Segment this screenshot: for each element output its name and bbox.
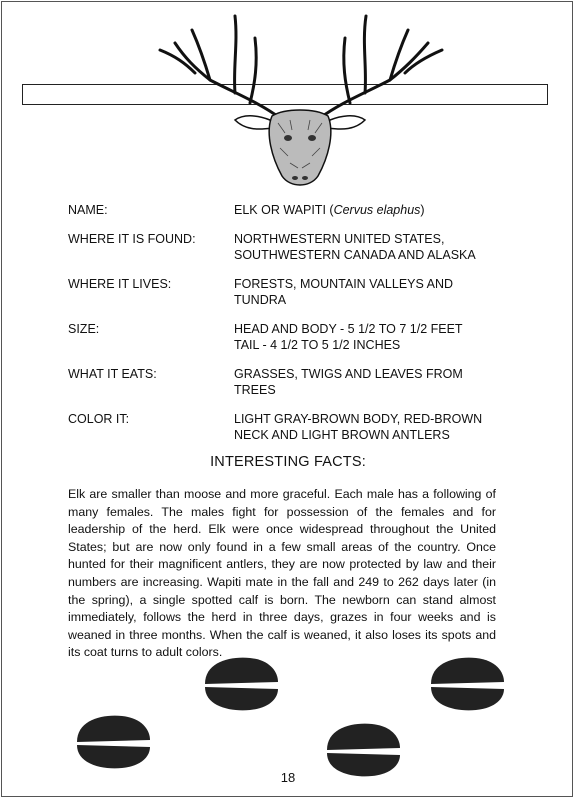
- elk-head-icon: [150, 8, 450, 198]
- facts-paragraph: Elk are smaller than moose and more graceful. Each male has a following of many females. The males fight for possession of the females and for leadership of the herd. Elk were once widespread throughout the United States; but are now only found in a few small areas of the country. Once hunted for their magnificent antlers, they are now protected by law and their numbers are increasing. Wapiti mate in the fall and 249 to 262 days later (in the spring), a single spotted calf is born. The newborn can stand almost immediately, follows the herd in three days, grazes in four weeks and is weaned in three months. When the calf is weaned, it also loses its spots and its coat turns to adult colors.: [68, 487, 496, 660]
- fact-row-eats: [68, 366, 528, 399]
- fact-value: GRASSES, TWIGS AND LEAVES FROM TREES: [234, 366, 463, 397]
- fact-value: NORTHWESTERN UNITED STATES, SOUTHWESTERN CANADA AND ALASKA: [234, 231, 476, 262]
- hoof-print-icon: [72, 712, 152, 772]
- section-heading: INTERESTING FACTS:: [210, 454, 366, 470]
- fact-row-lives: [68, 276, 528, 309]
- fact-row-found: [68, 231, 528, 264]
- page-number: 18: [280, 770, 296, 785]
- scientific-name: Cervus elaphus: [333, 203, 421, 217]
- fact-row-color: [68, 411, 528, 444]
- fact-row-size: [68, 321, 528, 354]
- fact-value: FORESTS, MOUNTAIN VALLEYS AND TUNDRA: [234, 276, 454, 307]
- facts-table: [68, 202, 528, 456]
- fact-value: LIGHT GRAY-BROWN BODY, RED-BROWN NECK AND LIGHT BROWN ANTLERS: [234, 411, 483, 442]
- hoof-print-icon: [426, 654, 506, 714]
- fact-label: WHERE IT LIVES:: [68, 276, 172, 291]
- fact-label: NAME:: [68, 203, 108, 217]
- fact-label: WHERE IT IS FOUND:: [68, 231, 196, 246]
- fact-row-name: [68, 202, 528, 219]
- fact-label: COLOR IT:: [68, 411, 130, 426]
- hoof-print-icon: [200, 654, 280, 714]
- fact-label: SIZE:: [68, 321, 100, 336]
- fact-value: HEAD AND BODY - 5 1/2 TO 7 1/2 FEET TAIL - 4 1/2 TO 5 1/2 INCHES: [234, 321, 463, 352]
- fact-label: WHAT IT EATS:: [68, 366, 157, 381]
- fact-value: ELK OR WAPITI (Cervus elaphus): [234, 203, 425, 217]
